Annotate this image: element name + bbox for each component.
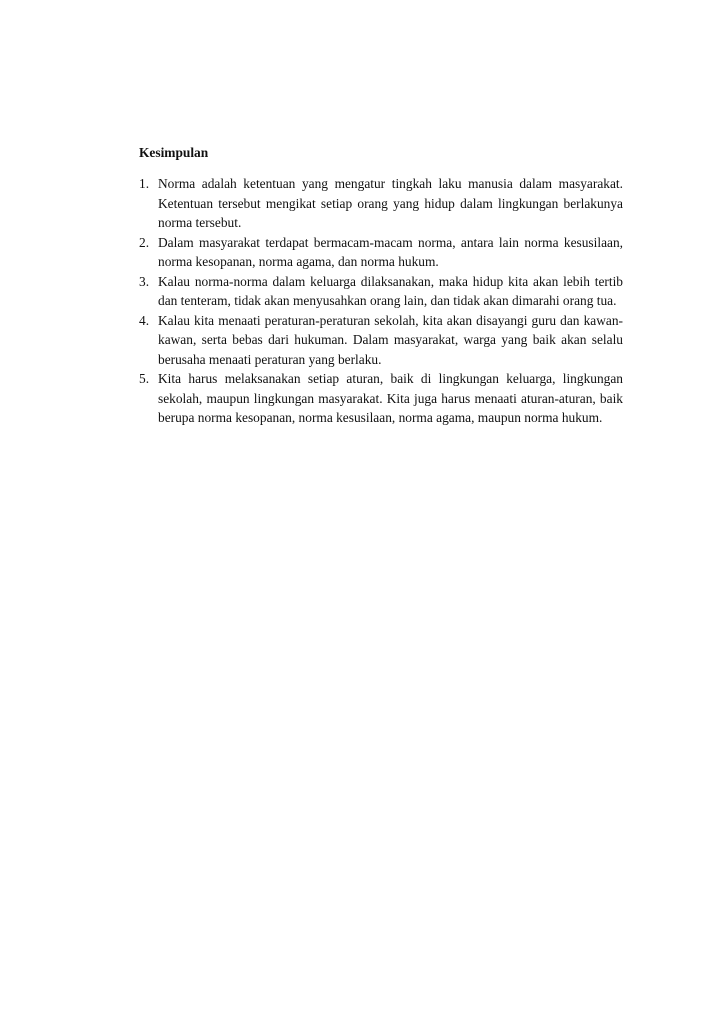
list-item-number: 2.: [139, 234, 150, 250]
list-item: [139, 174, 623, 233]
list-item: [139, 233, 623, 272]
list-item-number: 4.: [139, 312, 150, 328]
list-item-text: Kalau kita menaati peraturan-peraturan sekolah, kita akan disayangi guru dan kawan-kawan, serta bebas dari hukuman. Dalam masyarakat, warga yang baik akan selalu berusaha menaati peraturan yang berlaku.: [158, 312, 623, 367]
list-item: [139, 272, 623, 311]
section-heading: Kesimpulan: [139, 145, 209, 160]
list-item: [139, 311, 623, 370]
list-item-number: 5.: [139, 371, 150, 386]
list-item-text: Kita harus melaksanakan setiap aturan, baik di lingkungan keluarga, lingkungan sekolah, maupun lingkungan masyarakat. Kita juga harus menaati aturan-aturan, baik berupa norma kesopanan, norma kesusilaan, norma agama, maupun norma hukum.: [158, 371, 623, 425]
list-item-text: Dalam masyarakat terdapat bermacam-macam norma, antara lain norma kesusilaan, norma kesopanan, norma agama, dan norma hukum.: [158, 234, 623, 269]
list-item-number: 1.: [139, 176, 150, 191]
list-item: [139, 369, 623, 428]
conclusion-list: [139, 174, 623, 428]
list-item-number: 3.: [139, 273, 150, 289]
list-item-text: Norma adalah ketentuan yang mengatur tingkah laku manusia dalam masyarakat. Ketentuan tersebut mengikat setiap orang yang hidup dalam lingkungan berlakunya norma tersebut.: [158, 176, 623, 230]
document-body: [139, 144, 623, 428]
list-item-text: Kalau norma-norma dalam keluarga dilaksanakan, maka hidup kita akan lebih tertib dan tenteram, tidak akan menyusahkan orang lain, dan tidak akan dimarahi orang tua.: [158, 273, 623, 308]
